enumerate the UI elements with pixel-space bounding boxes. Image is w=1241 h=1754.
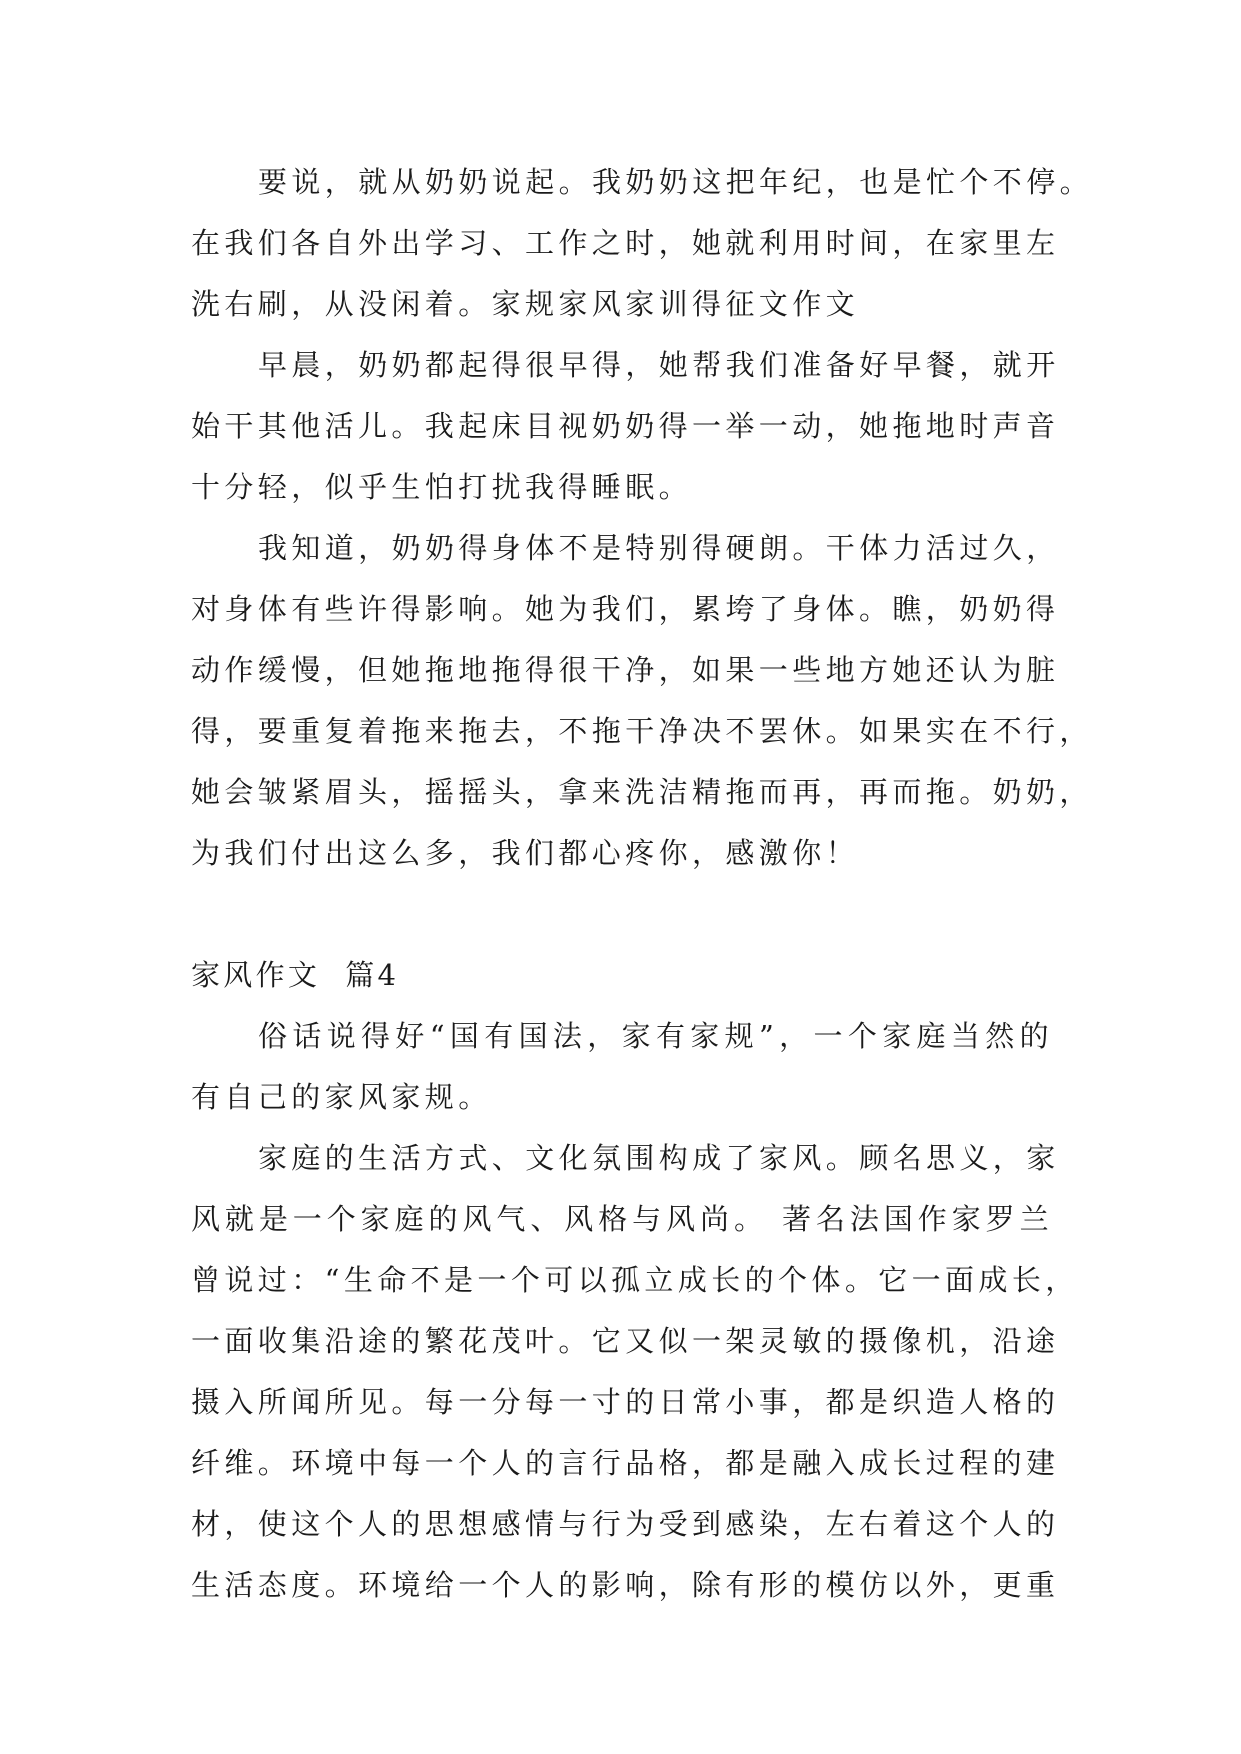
text-line: 曾说过：“生命不是一个可以孤立成长的个体。它一面成长， — [191, 1263, 1079, 1297]
text-line: 有自己的家风家规。 — [191, 1080, 492, 1114]
text-line: 洗右刷，从没闲着。家规家风家训得征文作文 — [191, 287, 860, 321]
text-line: 摄入所闻所见。每一分每一寸的日常小事，都是织造人格的 — [191, 1385, 1060, 1419]
text-line: 为我们付出这么多，我们都心疼你，感激你！ — [191, 836, 860, 870]
document-body — [191, 152, 1094, 1616]
text-line: 对身体有些许得影响。她为我们，累垮了身体。瞧，奶奶得 — [191, 592, 1060, 626]
text-line: 动作缓慢，但她拖地拖得很干净，如果一些地方她还认为脏 — [191, 653, 1060, 687]
text-line: 风就是一个家庭的风气、风格与风尚。 著名法国作家罗兰 — [191, 1202, 1053, 1236]
paragraph — [191, 1128, 1079, 1616]
text-line: 得，要重复着拖来拖去，不拖干净决不罢休。如果实在不行， — [191, 714, 1093, 748]
text-line: 要说，就从奶奶说起。我奶奶这把年纪，也是忙个不停。 — [258, 165, 1094, 199]
text-line: 俗话说得好“国有国法，家有家规”，一个家庭当然的 — [258, 1019, 1053, 1053]
text-line: 生活态度。环境给一个人的影响，除有形的模仿以外，更重 — [191, 1568, 1060, 1602]
paragraph — [191, 152, 1094, 335]
paragraph — [191, 518, 1093, 884]
text-line: 我知道，奶奶得身体不是特别得硬朗。干体力活过久， — [258, 531, 1060, 565]
text-line: 始干其他活儿。我起床目视奶奶得一举一动，她拖地时声音 — [191, 409, 1060, 443]
text-line: 十分轻，似乎生怕打扰我得睡眠。 — [191, 470, 693, 504]
text-line: 家庭的生活方式、文化氛围构成了家风。顾名思义，家 — [258, 1141, 1060, 1175]
text-line: 在我们各自外出学习、工作之时，她就利用时间，在家里左 — [191, 226, 1060, 260]
paragraph — [191, 1006, 1053, 1128]
text-line: 纤维。环境中每一个人的言行品格，都是融入成长过程的建 — [191, 1446, 1060, 1480]
text-line: 材，使这个人的思想感情与行为受到感染，左右着这个人的 — [191, 1507, 1060, 1541]
text-line: 她会皱紧眉头，摇摇头，拿来洗洁精拖而再，再而拖。奶奶， — [191, 775, 1093, 809]
text-line: 早晨，奶奶都起得很早得，她帮我们准备好早餐，就开 — [258, 348, 1060, 382]
paragraph — [191, 335, 1060, 518]
section-heading: 家风作文 篇4 — [191, 958, 400, 992]
text-line: 一面收集沿途的繁花茂叶。它又似一架灵敏的摄像机，沿途 — [191, 1324, 1060, 1358]
